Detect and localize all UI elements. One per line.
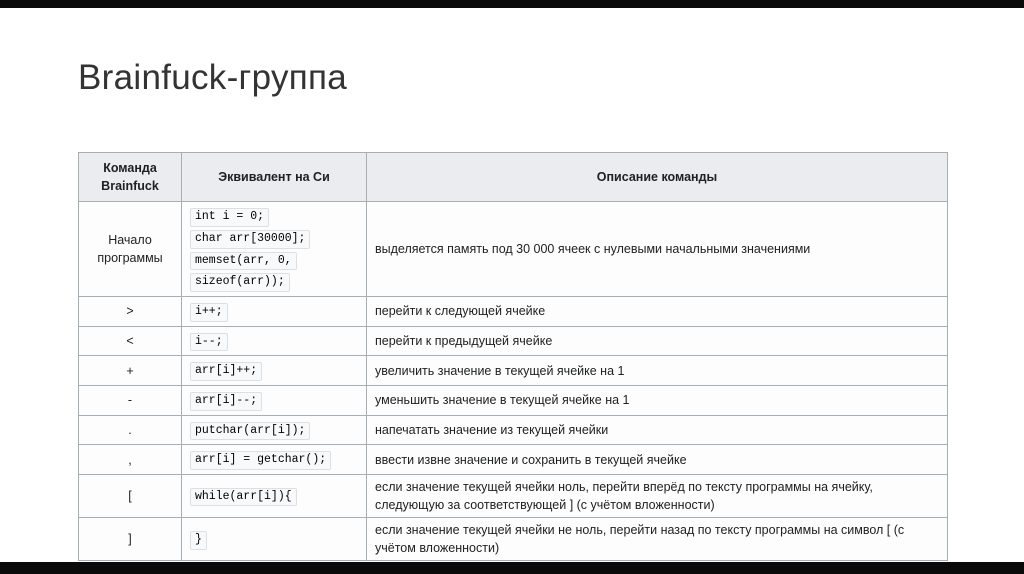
command-cell: Начало программы (79, 202, 182, 297)
command-cell: . (79, 415, 182, 445)
table-row (79, 356, 948, 386)
command-cell: < (79, 326, 182, 356)
table-row (79, 385, 948, 415)
description-cell: выделяется память под 30 000 ячеек с нулевыми начальными значениями (367, 202, 948, 297)
table-header-row (79, 153, 948, 202)
command-cell: + (79, 356, 182, 386)
command-cell: ] (79, 518, 182, 561)
description-cell: перейти к следующей ячейке (367, 296, 948, 326)
table-row (79, 296, 948, 326)
header-description: Описание команды (367, 153, 948, 202)
table-row (79, 326, 948, 356)
description-cell: перейти к предыдущей ячейке (367, 326, 948, 356)
c-code-cell (182, 474, 367, 517)
table-row (79, 202, 948, 297)
description-cell: ввести извне значение и сохранить в текущей ячейке (367, 445, 948, 475)
table-row (79, 445, 948, 475)
inline-code: arr[i] = getchar(); (190, 451, 331, 470)
c-code-cell (182, 326, 367, 356)
table-row (79, 474, 948, 517)
brainfuck-command-table (78, 152, 948, 561)
description-cell: если значение текущей ячейки ноль, перейти вперёд по тексту программы на ячейку, следующую за соответствующей ] (с учётом вложенности) (367, 474, 948, 517)
inline-code: while(arr[i]){ (190, 488, 297, 507)
c-code-cell (182, 518, 367, 561)
c-code-cell (182, 356, 367, 386)
command-cell: > (79, 296, 182, 326)
code-line (190, 301, 358, 322)
code-line (190, 420, 358, 441)
inline-code: sizeof(arr)); (190, 273, 290, 292)
code-line (190, 250, 358, 271)
description-cell: напечатать значение из текущей ячейки (367, 415, 948, 445)
code-line (190, 486, 358, 507)
command-cell: [ (79, 474, 182, 517)
slide (0, 8, 1024, 562)
inline-code: i++; (190, 303, 228, 322)
c-code-cell (182, 385, 367, 415)
slide-title: Brainfuck-группа (78, 58, 348, 97)
inline-code: char arr[30000]; (190, 230, 310, 249)
header-c-equivalent: Эквивалент на Си (182, 153, 367, 202)
description-cell: если значение текущей ячейки не ноль, перейти назад по тексту программы на символ [ (с учётом вложенности) (367, 518, 948, 561)
c-code-cell (182, 296, 367, 326)
description-cell: увеличить значение в текущей ячейке на 1 (367, 356, 948, 386)
description-cell: уменьшить значение в текущей ячейке на 1 (367, 385, 948, 415)
inline-code: memset(arr, 0, (190, 252, 297, 271)
inline-code: i--; (190, 333, 228, 352)
code-line (190, 390, 358, 411)
command-cell: , (79, 445, 182, 475)
code-line (190, 449, 358, 470)
table-row (79, 415, 948, 445)
code-line (190, 529, 358, 550)
c-code-cell (182, 415, 367, 445)
c-code-cell (182, 202, 367, 297)
inline-code: } (190, 531, 207, 550)
code-line (190, 360, 358, 381)
header-command: Команда Brainfuck (79, 153, 182, 202)
code-line (190, 331, 358, 352)
inline-code: putchar(arr[i]); (190, 422, 310, 441)
code-line (190, 271, 358, 292)
command-cell: - (79, 385, 182, 415)
table-row (79, 518, 948, 561)
code-line (190, 206, 358, 227)
inline-code: arr[i]++; (190, 362, 262, 381)
inline-code: int i = 0; (190, 208, 269, 227)
code-line (190, 228, 358, 249)
c-code-cell (182, 445, 367, 475)
inline-code: arr[i]--; (190, 392, 262, 411)
